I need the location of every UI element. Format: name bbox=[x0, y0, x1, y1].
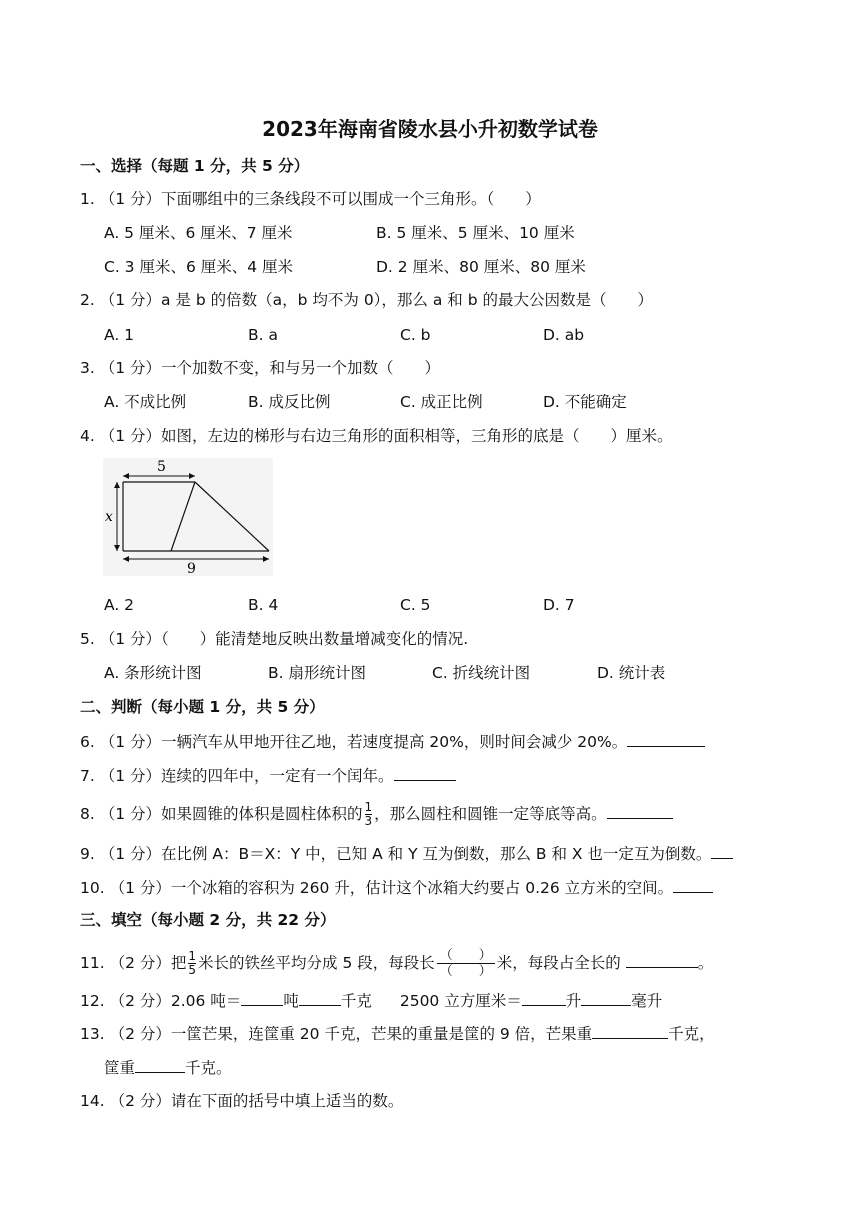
question-12-text-4: 2500 立方厘米＝ bbox=[399, 992, 522, 1010]
question-13-unit-1: 千克， bbox=[668, 1025, 715, 1043]
question-2-stem: 2. （1 分）a 是 b 的倍数（a，b 均不为 0），那么 a 和 b 的最大公因数是（ ） bbox=[80, 291, 653, 309]
figure-label-side: x bbox=[105, 509, 113, 525]
question-8 bbox=[80, 801, 673, 828]
answer-blank[interactable] bbox=[241, 990, 283, 1006]
question-11-text-post: 米，每段占全长的 bbox=[496, 954, 621, 972]
question-1-option-b: B. 5 厘米、5 厘米、10 厘米 bbox=[376, 224, 575, 242]
question-4-option-c: C. 5 bbox=[400, 596, 431, 614]
answer-blank[interactable] bbox=[627, 731, 705, 747]
question-12-text-6: 毫升 bbox=[631, 992, 663, 1010]
fraction-denominator: 5 bbox=[188, 963, 197, 977]
answer-blank[interactable] bbox=[592, 1023, 668, 1039]
fraction-denominator: 3 bbox=[364, 814, 373, 828]
answer-blank[interactable] bbox=[626, 952, 698, 968]
fraction-numerator: 1 bbox=[364, 800, 373, 814]
question-12-text-1: 12. （2 分）2.06 吨＝ bbox=[80, 992, 242, 1010]
question-2-option-c: C. b bbox=[400, 326, 431, 344]
question-13-line-1 bbox=[80, 1023, 715, 1044]
question-12-text-2: 吨 bbox=[283, 992, 299, 1010]
question-8-text-pre: 8. （1 分）如果圆锥的体积是圆柱体积的 bbox=[80, 805, 363, 823]
question-3-option-a: A. 不成比例 bbox=[104, 393, 187, 411]
answer-blank[interactable] bbox=[673, 877, 713, 893]
question-5-option-d: D. 统计表 bbox=[597, 664, 666, 682]
figure-label-bottom: 9 bbox=[187, 561, 196, 576]
question-5-option-c: C. 折线统计图 bbox=[432, 664, 531, 682]
question-3-stem: 3. （1 分）一个加数不变，和与另一个加数（ ） bbox=[80, 359, 441, 377]
question-12 bbox=[80, 990, 662, 1011]
answer-fraction-denominator: （ ） bbox=[439, 964, 492, 979]
question-4-option-b: B. 4 bbox=[248, 596, 279, 614]
question-13-unit-2: 千克。 bbox=[185, 1059, 232, 1077]
question-4-option-a: A. 2 bbox=[104, 596, 135, 614]
question-13-text-2: 筐重 bbox=[104, 1059, 136, 1077]
trapezoid-triangle-figure bbox=[103, 458, 273, 576]
question-3-option-b: B. 成反比例 bbox=[248, 393, 331, 411]
question-5-stem: 5. （1 分）（ ）能清楚地反映出数量增减变化的情况. bbox=[80, 630, 469, 648]
section-heading-choice: 一、选择（每题 1 分，共 5 分） bbox=[80, 157, 310, 175]
question-2-option-d: D. ab bbox=[543, 326, 585, 344]
question-7-text: 7. （1 分）连续的四年中，一定有一个闰年。 bbox=[80, 767, 394, 785]
question-13-line-2 bbox=[104, 1057, 232, 1078]
fraction bbox=[365, 801, 373, 828]
question-1-option-a: A. 5 厘米、6 厘米、7 厘米 bbox=[104, 224, 293, 242]
question-4-stem: 4. （1 分）如图，左边的梯形与右边三角形的面积相等，三角形的底是（ ）厘米。 bbox=[80, 427, 673, 445]
question-1-stem: 1. （1 分）下面哪组中的三条线段不可以围成一个三角形。（ ） bbox=[80, 190, 541, 208]
question-2-option-a: A. 1 bbox=[104, 326, 135, 344]
question-10-text: 10. （1 分）一个冰箱的容积为 260 升，估计这个冰箱大约要占 0.26 立方米的空间。 bbox=[80, 879, 674, 897]
answer-blank[interactable] bbox=[522, 990, 566, 1006]
question-10 bbox=[80, 877, 713, 898]
figure-label-top: 5 bbox=[157, 459, 166, 475]
question-3-option-c: C. 成正比例 bbox=[400, 393, 483, 411]
question-9-text: 9. （1 分）在比例 A：B＝X：Y 中，已知 A 和 Y 互为倒数，那么 B 和 X 也一定互为倒数。 bbox=[80, 845, 712, 863]
question-11-text-end: 。 bbox=[697, 954, 714, 972]
question-5-option-b: B. 扇形统计图 bbox=[268, 664, 366, 682]
question-7 bbox=[80, 765, 456, 786]
fraction bbox=[188, 950, 196, 977]
question-13-text-1: 13. （2 分）一筐芒果，连筐重 20 千克，芒果的重量是筐的 9 倍，芒果重 bbox=[80, 1025, 593, 1043]
section-heading-fill: 三、填空（每小题 2 分，共 22 分） bbox=[80, 911, 336, 929]
question-6-text: 6. （1 分）一辆汽车从甲地开往乙地，若速度提高 20%，则时间会减少 20%。 bbox=[80, 733, 628, 751]
answer-blank[interactable] bbox=[135, 1057, 185, 1073]
answer-blank[interactable] bbox=[299, 990, 341, 1006]
question-1-option-c: C. 3 厘米、6 厘米、4 厘米 bbox=[104, 258, 294, 276]
answer-blank[interactable] bbox=[581, 990, 631, 1006]
question-3-option-d: D. 不能确定 bbox=[543, 393, 627, 411]
question-12-text-3: 千克 bbox=[340, 992, 372, 1010]
answer-fraction[interactable] bbox=[437, 948, 495, 979]
question-5-option-a: A. 条形统计图 bbox=[104, 664, 202, 682]
question-1-option-d: D. 2 厘米、80 厘米、80 厘米 bbox=[376, 258, 586, 276]
question-11 bbox=[80, 948, 713, 979]
question-14-stem: 14. （2 分）请在下面的括号中填上适当的数。 bbox=[80, 1092, 404, 1110]
question-2-option-b: B. a bbox=[248, 326, 278, 344]
answer-fraction-numerator: （ ） bbox=[439, 948, 492, 963]
question-6 bbox=[80, 731, 705, 752]
section-heading-judge: 二、判断（每小题 1 分，共 5 分） bbox=[80, 698, 325, 716]
question-4-option-d: D. 7 bbox=[543, 596, 575, 614]
question-11-text-pre: 11. （2 分）把 bbox=[80, 954, 187, 972]
answer-blank[interactable] bbox=[711, 843, 733, 859]
answer-blank[interactable] bbox=[607, 803, 673, 819]
fraction-numerator: 1 bbox=[188, 949, 197, 963]
question-9 bbox=[80, 843, 733, 864]
question-8-text-post: ，那么圆柱和圆锥一定等底等高。 bbox=[374, 805, 607, 823]
question-11-text-mid: 米长的铁丝平均分成 5 段，每段长 bbox=[198, 954, 435, 972]
question-12-text-5: 升 bbox=[565, 992, 582, 1010]
answer-blank[interactable] bbox=[394, 765, 456, 781]
page-title: 2023年海南省陵水县小升初数学试卷 bbox=[262, 117, 598, 141]
